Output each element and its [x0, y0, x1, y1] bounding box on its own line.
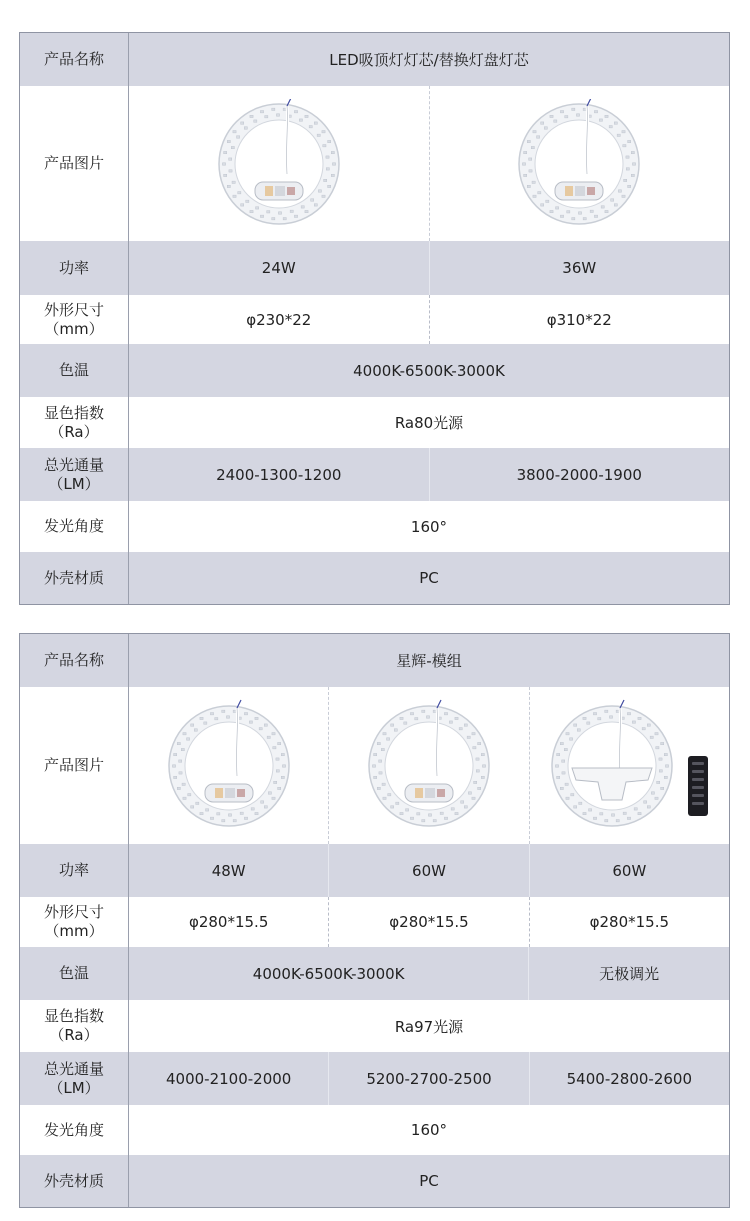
led-module-with-remote-image — [537, 696, 722, 836]
power-value: 36W — [429, 241, 730, 295]
product-image-cell — [129, 86, 429, 241]
material-label: 外壳材质 — [20, 1155, 129, 1207]
size-row — [20, 295, 729, 344]
power-label: 功率 — [20, 844, 129, 897]
led-module-image — [209, 99, 349, 229]
color-temp-label: 色温 — [20, 947, 129, 1000]
product-image-label: 产品图片 — [20, 687, 129, 844]
product-name-value: LED吸顶灯灯芯/替换灯盘灯芯 — [329, 51, 529, 69]
product-image-row — [20, 86, 729, 241]
material-value: PC — [419, 569, 439, 587]
product-name-row — [20, 634, 729, 687]
luminous-flux-label: 总光通量 （LM） — [20, 448, 129, 501]
size-row — [20, 897, 729, 947]
power-value: 24W — [261, 259, 296, 277]
size-value: φ280*15.5 — [328, 897, 528, 947]
power-value: 60W — [328, 844, 528, 897]
material-row — [20, 552, 729, 604]
cri-row — [20, 1000, 729, 1052]
product-image-cell — [529, 687, 729, 844]
led-module-image — [509, 99, 649, 229]
luminous-flux-row — [20, 448, 729, 501]
beam-angle-row — [20, 501, 729, 552]
product-image-cell — [328, 687, 528, 844]
power-value: 48W — [211, 861, 246, 880]
color-temp-row — [20, 344, 729, 397]
power-row — [20, 241, 729, 295]
color-temp-value: 4000K-6500K-3000K — [353, 361, 505, 380]
product-name-label: 产品名称 — [20, 634, 129, 687]
product-image-cell — [429, 86, 730, 241]
size-value: φ310*22 — [429, 295, 730, 344]
spec-table-2 — [19, 633, 730, 1208]
luminous-flux-value: 5200-2700-2500 — [328, 1052, 528, 1105]
power-label: 功率 — [20, 241, 129, 295]
luminous-flux-value: 2400-1300-1200 — [216, 465, 342, 484]
size-value: φ280*15.5 — [188, 913, 269, 931]
cri-label: 显色指数 （Ra） — [20, 397, 129, 448]
material-label: 外壳材质 — [20, 552, 129, 604]
size-label: 外形尺寸 （mm） — [20, 295, 129, 344]
cri-value: Ra97光源 — [394, 1017, 464, 1036]
beam-angle-value: 160° — [410, 1121, 448, 1139]
material-row — [20, 1155, 729, 1207]
luminous-flux-value: 3800-2000-1900 — [429, 448, 730, 501]
color-temp-dimming-value: 无极调光 — [528, 947, 729, 1000]
led-module-image — [154, 696, 304, 836]
power-row — [20, 844, 729, 897]
luminous-flux-row — [20, 1052, 729, 1105]
beam-angle-row — [20, 1105, 729, 1155]
product-name-row — [20, 33, 729, 86]
color-temp-row — [20, 947, 729, 1000]
cri-label: 显色指数 （Ra） — [20, 1000, 129, 1052]
luminous-flux-label: 总光通量 （LM） — [20, 1052, 129, 1105]
size-value: φ230*22 — [246, 310, 312, 329]
led-module-image — [354, 696, 504, 836]
color-temp-label: 色温 — [20, 344, 129, 397]
beam-angle-label: 发光角度 — [20, 1105, 129, 1155]
material-value: PC — [419, 1172, 439, 1190]
product-name-label: 产品名称 — [20, 33, 129, 86]
beam-angle-value: 160° — [410, 517, 448, 536]
color-temp-value: 4000K-6500K-3000K — [252, 964, 405, 983]
spec-table-1 — [19, 32, 730, 605]
luminous-flux-value: 4000-2100-2000 — [165, 1069, 292, 1088]
product-image-cell — [129, 687, 328, 844]
power-value: 60W — [529, 844, 729, 897]
cri-value: Ra80光源 — [394, 414, 464, 432]
product-name-value: 星辉-模组 — [396, 652, 462, 670]
size-value: φ280*15.5 — [529, 897, 729, 947]
size-label: 外形尺寸 （mm） — [20, 897, 129, 947]
cri-row — [20, 397, 729, 448]
product-image-row — [20, 687, 729, 844]
product-image-label: 产品图片 — [20, 86, 129, 241]
beam-angle-label: 发光角度 — [20, 501, 129, 552]
luminous-flux-value: 5400-2800-2600 — [529, 1052, 729, 1105]
